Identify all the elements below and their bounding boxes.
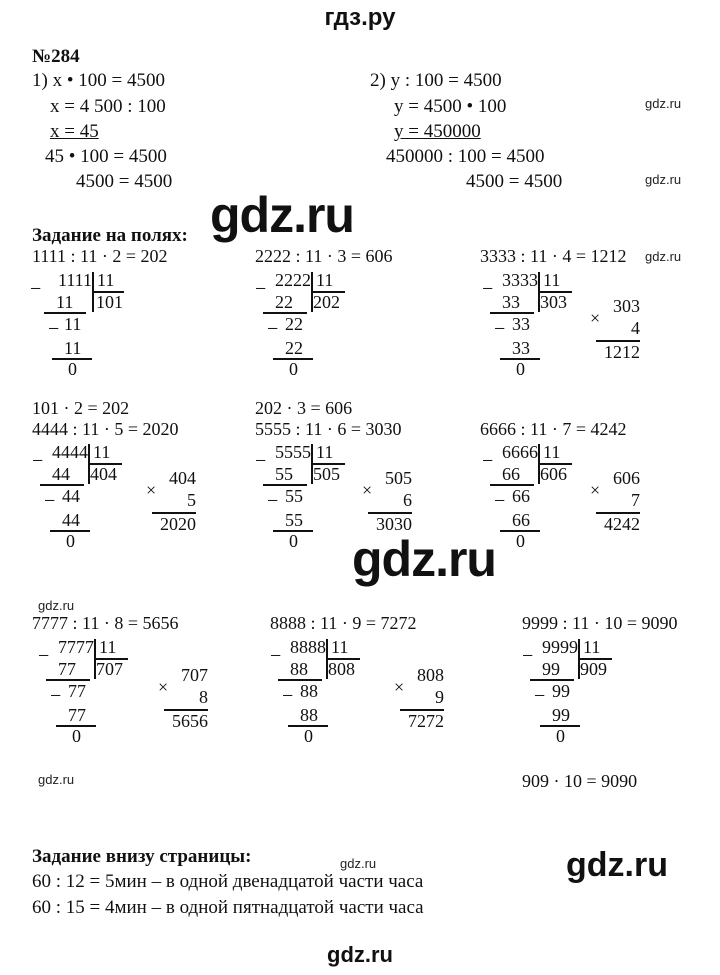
dividend: 5555 bbox=[275, 442, 311, 462]
factor-b: 4 bbox=[631, 318, 640, 338]
subtrahend: 99 bbox=[542, 659, 560, 679]
watermark-small: gdz.ru bbox=[645, 249, 682, 264]
factor-a: 303 bbox=[613, 296, 640, 316]
subtrahend: 22 bbox=[275, 292, 293, 312]
equation: 4444 : 11 · 5 = 2020 bbox=[32, 419, 179, 439]
margin-task-title: Задание на полях: bbox=[32, 225, 188, 246]
remainder-step: 66 bbox=[512, 486, 530, 506]
long-division: − 4444 11 404 44 − 44 44 0 bbox=[32, 442, 152, 557]
divisor: 11 bbox=[583, 637, 601, 657]
eq-line: 450000 : 100 = 4500 bbox=[386, 146, 545, 167]
dividend: 6666 bbox=[502, 442, 538, 462]
factor-b: 8 bbox=[199, 687, 208, 707]
divisor: 11 bbox=[331, 637, 349, 657]
remainder-step: 99 bbox=[552, 681, 570, 701]
factor-a: 808 bbox=[417, 665, 444, 685]
bottom-line: 60 : 12 = 5мин – в одной двенадцатой части часа bbox=[32, 871, 424, 892]
remainder: 0 bbox=[72, 726, 81, 746]
long-division: − 5555 11 505 55 − 55 55 0 bbox=[255, 442, 375, 557]
column-multiplication: × 606 7 4242 bbox=[590, 468, 640, 534]
remainder-step: 22 bbox=[285, 314, 303, 334]
remainder-step: 44 bbox=[62, 486, 80, 506]
long-division: − 9999 11 909 99 − 99 99 0 bbox=[522, 637, 642, 752]
subtrahend: 22 bbox=[285, 338, 303, 358]
column-multiplication: × 505 6 3030 bbox=[362, 468, 412, 534]
subtrahend: 66 bbox=[512, 510, 530, 530]
equation: 202 · 3 = 606 bbox=[255, 398, 353, 418]
subtrahend: 11 bbox=[56, 292, 74, 312]
divisor: 11 bbox=[93, 442, 111, 462]
equation: 8888 : 11 · 9 = 7272 bbox=[270, 613, 417, 633]
long-division: − 2222 11 202 22 − 22 22 0 bbox=[255, 270, 375, 385]
equation: 2222 : 11 · 3 = 606 bbox=[255, 246, 393, 266]
remainder: 0 bbox=[289, 531, 298, 551]
remainder: 0 bbox=[66, 531, 75, 551]
subtrahend: 44 bbox=[62, 510, 80, 530]
equation: 6666 : 11 · 7 = 4242 bbox=[480, 419, 627, 439]
divisor: 11 bbox=[316, 270, 334, 290]
subtrahend: 88 bbox=[290, 659, 308, 679]
equation: 1111 : 11 · 2 = 202 bbox=[32, 246, 168, 266]
subtrahend: 33 bbox=[512, 338, 530, 358]
dividend: 3333 bbox=[502, 270, 538, 290]
quotient: 404 bbox=[90, 464, 117, 484]
divisor: 11 bbox=[316, 442, 334, 462]
watermark-small: gdz.ru bbox=[645, 172, 682, 187]
eq-line: 45 • 100 = 4500 bbox=[45, 146, 167, 167]
factor-b: 9 bbox=[435, 687, 444, 707]
product: 1212 bbox=[604, 342, 640, 362]
factor-a: 606 bbox=[613, 468, 640, 488]
remainder: 0 bbox=[556, 726, 565, 746]
eq-line: 1) x • 100 = 4500 bbox=[32, 70, 165, 91]
subtrahend: 55 bbox=[285, 510, 303, 530]
factor-a: 404 bbox=[169, 468, 196, 488]
product: 3030 bbox=[376, 514, 412, 534]
quotient: 101 bbox=[96, 292, 123, 312]
subtrahend: 99 bbox=[552, 705, 570, 725]
equation: 9999 : 11 · 10 = 9090 bbox=[522, 613, 678, 633]
watermark-large: gdz.ru bbox=[566, 846, 668, 884]
product: 5656 bbox=[172, 711, 208, 731]
divisor: 11 bbox=[543, 442, 561, 462]
eq-line: 4500 = 4500 bbox=[76, 171, 173, 192]
dividend: 7777 bbox=[58, 637, 94, 657]
quotient: 606 bbox=[540, 464, 567, 484]
column-multiplication: × 808 9 7272 bbox=[394, 665, 444, 731]
column-multiplication: × 404 5 2020 bbox=[146, 468, 196, 534]
dividend: 2222 bbox=[275, 270, 311, 290]
watermark-small: gdz.ru bbox=[340, 856, 377, 871]
long-division: − 1111 11 101 11 − 11 11 0 bbox=[30, 270, 123, 379]
divisor: 11 bbox=[97, 270, 115, 290]
watermark-large: gdz.ru bbox=[210, 187, 354, 243]
product: 4242 bbox=[604, 514, 640, 534]
equation: 909 · 10 = 9090 bbox=[522, 771, 638, 791]
product: 7272 bbox=[408, 711, 444, 731]
column-multiplication: × 707 8 5656 bbox=[158, 665, 208, 731]
quotient: 505 bbox=[313, 464, 340, 484]
task-number: №284 bbox=[32, 46, 80, 67]
dividend: 1111 bbox=[58, 270, 92, 290]
remainder: 0 bbox=[516, 359, 525, 379]
remainder-step: 77 bbox=[68, 681, 86, 701]
subtrahend: 11 bbox=[64, 338, 82, 358]
remainder-step: 55 bbox=[285, 486, 303, 506]
remainder-step: 11 bbox=[64, 314, 82, 334]
eq-line: x = 45 bbox=[50, 121, 99, 142]
dividend: 4444 bbox=[52, 442, 88, 462]
remainder-step: 33 bbox=[512, 314, 530, 334]
equation: 3333 : 11 · 4 = 1212 bbox=[480, 246, 627, 266]
watermark-small: gdz.ru bbox=[38, 598, 75, 613]
eq-line: y = 4500 • 100 bbox=[394, 96, 507, 117]
long-division: − 6666 11 606 66 − 66 66 0 bbox=[482, 442, 602, 557]
product: 2020 bbox=[160, 514, 196, 534]
bottom-task-title: Задание внизу страницы: bbox=[32, 846, 252, 867]
eq-line: 4500 = 4500 bbox=[466, 171, 563, 192]
subtrahend: 77 bbox=[58, 659, 76, 679]
quotient: 303 bbox=[540, 292, 567, 312]
remainder: 0 bbox=[516, 531, 525, 551]
factor-b: 6 bbox=[403, 490, 412, 510]
subtrahend: 66 bbox=[502, 464, 520, 484]
dividend: 8888 bbox=[290, 637, 326, 657]
divisor: 11 bbox=[99, 637, 117, 657]
remainder-step: 88 bbox=[300, 681, 318, 701]
remainder: 0 bbox=[304, 726, 313, 746]
remainder: 0 bbox=[289, 359, 298, 379]
factor-a: 505 bbox=[385, 468, 412, 488]
divisor: 11 bbox=[543, 270, 561, 290]
subtrahend: 88 bbox=[300, 705, 318, 725]
eq-line: x = 4 500 : 100 bbox=[50, 96, 166, 117]
watermark-small: gdz.ru bbox=[645, 96, 682, 111]
bottom-line: 60 : 15 = 4мин – в одной пятнадцатой части часа bbox=[32, 897, 424, 918]
watermark-large: gdz.ru bbox=[352, 531, 496, 587]
column-multiplication: × 303 4 1212 bbox=[590, 296, 640, 362]
remainder: 0 bbox=[68, 359, 77, 379]
long-division: − 7777 11 707 77 − 77 77 0 bbox=[38, 637, 158, 752]
quotient: 808 bbox=[328, 659, 355, 679]
quotient: 707 bbox=[96, 659, 123, 679]
quotient: 909 bbox=[580, 659, 607, 679]
equation: 7777 : 11 · 8 = 5656 bbox=[32, 613, 179, 633]
long-division: − 8888 11 808 88 − 88 88 0 bbox=[270, 637, 390, 752]
factor-a: 707 bbox=[181, 665, 208, 685]
subtrahend: 55 bbox=[275, 464, 293, 484]
watermark-small: gdz.ru bbox=[38, 772, 75, 787]
dividend: 9999 bbox=[542, 637, 578, 657]
site-header: гдз.ру bbox=[324, 4, 396, 31]
subtrahend: 77 bbox=[68, 705, 86, 725]
quotient: 202 bbox=[313, 292, 340, 312]
factor-b: 7 bbox=[631, 490, 640, 510]
subtrahend: 33 bbox=[502, 292, 520, 312]
eq-line: y = 450000 bbox=[394, 121, 481, 142]
equation: 5555 : 11 · 6 = 3030 bbox=[255, 419, 402, 439]
subtrahend: 44 bbox=[52, 464, 70, 484]
watermark-footer: gdz.ru bbox=[327, 942, 393, 967]
equation: 101 · 2 = 202 bbox=[32, 398, 130, 418]
eq-line: 2) y : 100 = 4500 bbox=[370, 70, 502, 91]
factor-b: 5 bbox=[187, 490, 196, 510]
long-division: − 3333 11 303 33 − 33 33 0 bbox=[482, 270, 602, 385]
